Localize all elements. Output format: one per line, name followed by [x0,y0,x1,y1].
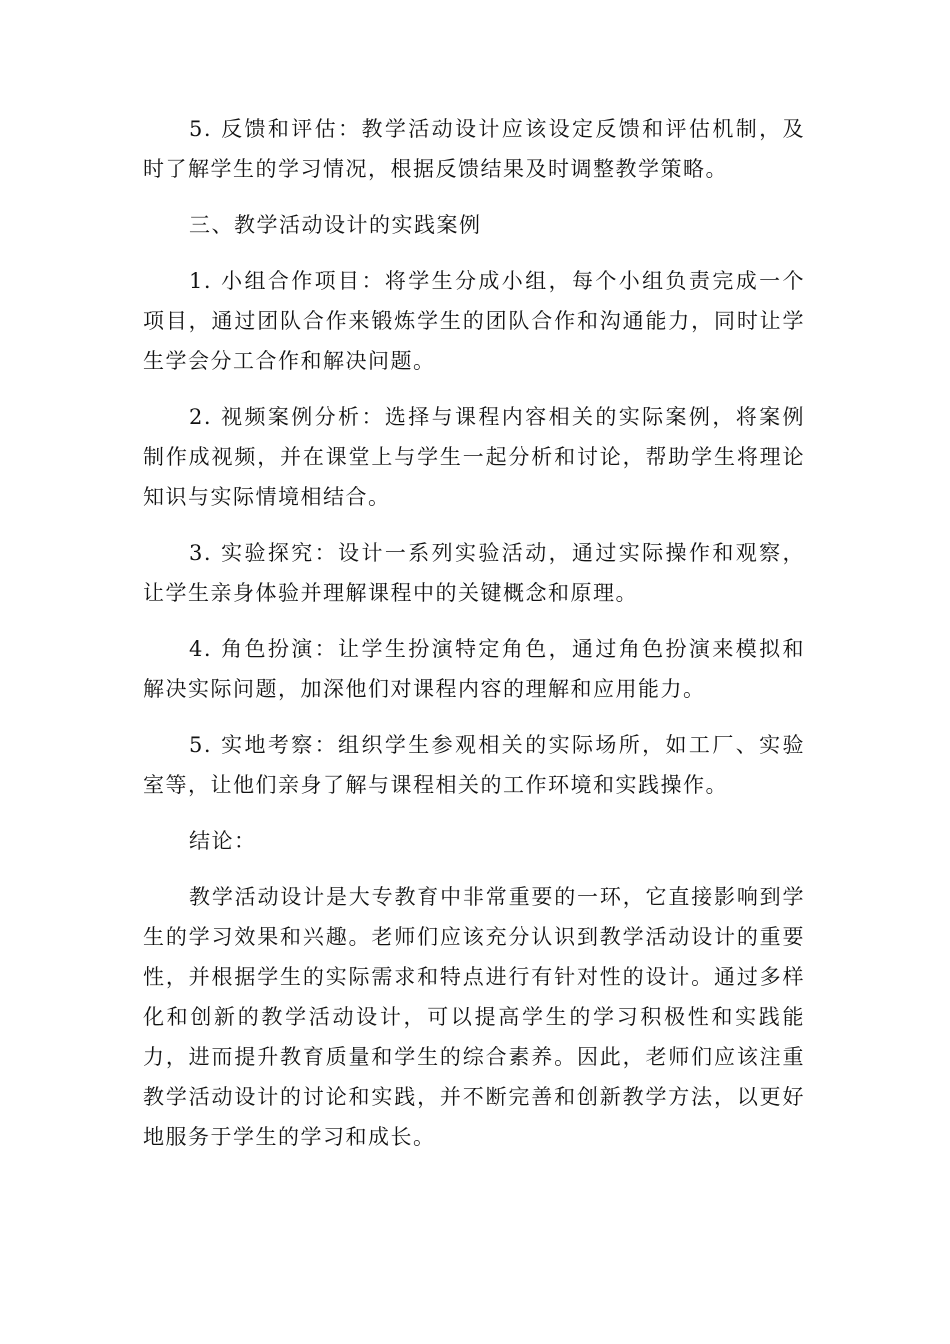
conclusion-heading: 结论： [189,829,257,853]
paragraph-conclusion-body: 教学活动设计是大专教育中非常重要的一环，它直接影响到学生的学习效果和兴趣。老师们应该充分认识到教学活动设计的重要性，并根据学生的实际需求和特点进行有针对性的设计。通过多样化和创新的教学活动设计，可以提高学生的学习积极性和实践能力，进而提升教育质量和学生的综合素养。因此，老师们应该注重教学活动设计的讨论和实践，并不断完善和创新教学方法，以更好地服务于学生的学习和成长。 [143,885,805,1149]
paragraph-group-project: 1. 小组合作项目：将学生分成小组，每个小组负责完成一个项目，通过团队合作来锻炼学生的团队合作和沟通能力，同时让学生学会分工合作和解决问题。 [143,269,805,373]
document-body [143,109,805,1173]
paragraph-feedback-evaluation: 5. 反馈和评估：教学活动设计应该设定反馈和评估机制，及时了解学生的学习情况，根据反馈结果及时调整教学策略。 [143,117,805,181]
section-heading-practice-cases: 三、教学活动设计的实践案例 [189,213,482,237]
paragraph-role-play: 4. 角色扮演：让学生扮演特定角色，通过角色扮演来模拟和解决实际问题，加深他们对课程内容的理解和应用能力。 [143,637,805,701]
paragraph-field-trip: 5. 实地考察：组织学生参观相关的实际场所，如工厂、实验室等，让他们亲身了解与课程相关的工作环境和实践操作。 [143,733,805,797]
paragraph-experiment-inquiry: 3. 实验探究：设计一系列实验活动，通过实际操作和观察，让学生亲身体验并理解课程中的关键概念和原理。 [143,541,805,605]
paragraph-video-case-analysis: 2. 视频案例分析：选择与课程内容相关的实际案例，将案例制作成视频，并在课堂上与学生一起分析和讨论，帮助学生将理论知识与实际情境相结合。 [143,405,805,509]
